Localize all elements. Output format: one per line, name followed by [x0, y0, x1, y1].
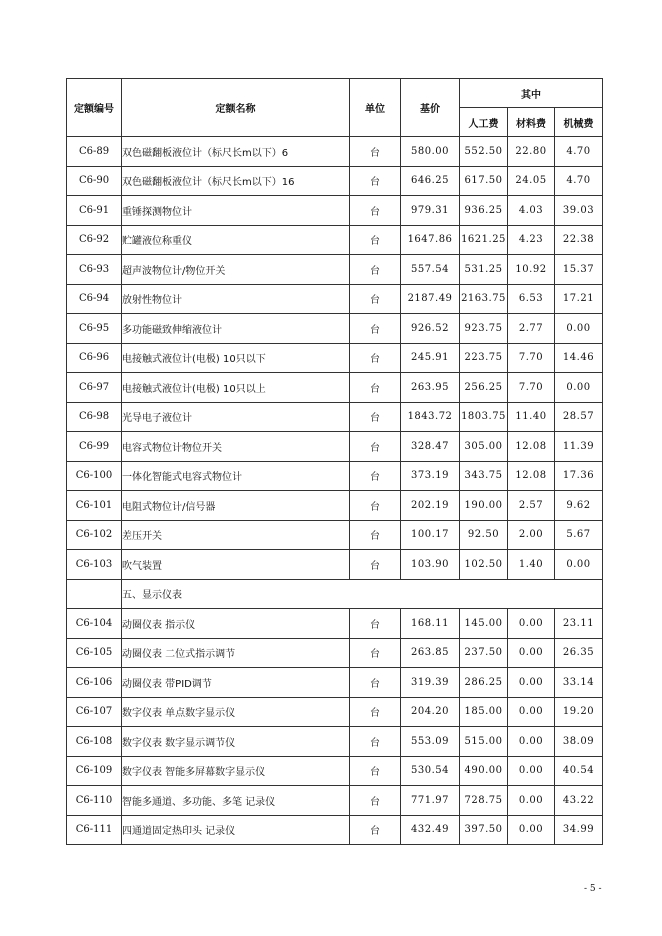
table-row [67, 373, 603, 403]
cell-name: 电阻式物位计/信号器 [122, 491, 350, 521]
cell-code: C6-108 [67, 727, 122, 757]
header-labor: 人工费 [460, 108, 508, 137]
cell-labor: 923.75 [460, 314, 508, 344]
cell-machine: 0.00 [555, 314, 603, 344]
cell-base-price: 263.95 [401, 373, 460, 403]
cell-base-price: 580.00 [401, 137, 460, 167]
cell-material: 10.92 [508, 255, 555, 285]
table-body-level-gauges [67, 137, 603, 580]
cell-name: 双色磁翻板液位计（标尺长m以下）6 [122, 137, 350, 167]
table-row [67, 520, 603, 550]
table-row [67, 550, 603, 580]
table-row [67, 225, 603, 255]
cell-name: 电接触式液位计(电极) 10只以上 [122, 373, 350, 403]
cell-labor: 185.00 [460, 697, 508, 727]
cell-labor: 936.25 [460, 196, 508, 226]
header-base-price: 基价 [401, 79, 460, 137]
cell-unit: 台 [350, 196, 401, 226]
cell-labor: 145.00 [460, 609, 508, 639]
cell-unit: 台 [350, 461, 401, 491]
cell-base-price: 263.85 [401, 638, 460, 668]
cell-machine: 33.14 [555, 668, 603, 698]
cell-name: 多功能磁致伸缩液位计 [122, 314, 350, 344]
cell-material: 0.00 [508, 815, 555, 845]
cell-labor: 515.00 [460, 727, 508, 757]
cell-unit: 台 [350, 314, 401, 344]
cell-code: C6-96 [67, 343, 122, 373]
cell-material: 12.08 [508, 461, 555, 491]
cell-material: 0.00 [508, 697, 555, 727]
cell-labor: 256.25 [460, 373, 508, 403]
cell-base-price: 319.39 [401, 668, 460, 698]
cell-unit: 台 [350, 491, 401, 521]
cell-name: 一体化智能式电容式物位计 [122, 461, 350, 491]
cell-unit: 台 [350, 255, 401, 285]
table-row [67, 756, 603, 786]
cell-base-price: 553.09 [401, 727, 460, 757]
cell-base-price: 2187.49 [401, 284, 460, 314]
cell-code: C6-106 [67, 668, 122, 698]
table-row [67, 638, 603, 668]
cell-machine: 4.70 [555, 137, 603, 167]
cell-material: 7.70 [508, 343, 555, 373]
header-code: 定额编号 [67, 79, 122, 137]
cell-unit: 台 [350, 756, 401, 786]
cell-code: C6-91 [67, 196, 122, 226]
cell-machine: 0.00 [555, 550, 603, 580]
page-number: - 5 - [584, 884, 602, 894]
cell-labor: 237.50 [460, 638, 508, 668]
header-material: 材料费 [508, 108, 555, 137]
table-row [67, 668, 603, 698]
table-body-display-instruments [67, 609, 603, 845]
cell-name: 四通道固定热印头 记录仪 [122, 815, 350, 845]
cell-labor: 286.25 [460, 668, 508, 698]
cell-name: 重锤探测物位计 [122, 196, 350, 226]
cell-base-price: 204.20 [401, 697, 460, 727]
cell-code: C6-95 [67, 314, 122, 344]
cell-name: 动圈仪表 指示仪 [122, 609, 350, 639]
cell-machine: 0.00 [555, 373, 603, 403]
cell-unit: 台 [350, 786, 401, 816]
table-row [67, 727, 603, 757]
cell-name: 数字仪表 单点数字显示仪 [122, 697, 350, 727]
cell-name: 双色磁翻板液位计（标尺长m以下）16 [122, 166, 350, 196]
cell-unit: 台 [350, 815, 401, 845]
cell-name: 动圈仪表 带PID调节 [122, 668, 350, 698]
cell-material: 22.80 [508, 137, 555, 167]
cell-labor: 305.00 [460, 432, 508, 462]
cell-material: 24.05 [508, 166, 555, 196]
cell-machine: 5.67 [555, 520, 603, 550]
cell-code: C6-110 [67, 786, 122, 816]
cell-machine: 38.09 [555, 727, 603, 757]
cell-code: C6-107 [67, 697, 122, 727]
cell-code: C6-109 [67, 756, 122, 786]
cell-labor: 1621.25 [460, 225, 508, 255]
cell-labor: 490.00 [460, 756, 508, 786]
cell-base-price: 646.25 [401, 166, 460, 196]
cell-name: 贮罐液位称重仪 [122, 225, 350, 255]
cell-base-price: 245.91 [401, 343, 460, 373]
cell-material: 4.03 [508, 196, 555, 226]
cell-name: 数字仪表 数字显示调节仪 [122, 727, 350, 757]
cell-unit: 台 [350, 638, 401, 668]
cell-material: 4.23 [508, 225, 555, 255]
cell-labor: 531.25 [460, 255, 508, 285]
cell-material: 7.70 [508, 373, 555, 403]
cell-machine: 15.37 [555, 255, 603, 285]
cell-unit: 台 [350, 609, 401, 639]
cell-labor: 223.75 [460, 343, 508, 373]
cell-code: C6-92 [67, 225, 122, 255]
table-row [67, 166, 603, 196]
cell-base-price: 530.54 [401, 756, 460, 786]
cell-material: 0.00 [508, 609, 555, 639]
cell-name: 超声波物位计/物位开关 [122, 255, 350, 285]
cell-labor: 92.50 [460, 520, 508, 550]
table-row [67, 815, 603, 845]
table-row [67, 284, 603, 314]
cell-base-price: 103.90 [401, 550, 460, 580]
cell-labor: 190.00 [460, 491, 508, 521]
cell-name: 智能多通道、多功能、多笔 记录仪 [122, 786, 350, 816]
cell-labor: 617.50 [460, 166, 508, 196]
table-row [67, 402, 603, 432]
cell-machine: 26.35 [555, 638, 603, 668]
cell-code: C6-98 [67, 402, 122, 432]
cell-labor: 102.50 [460, 550, 508, 580]
cell-labor: 552.50 [460, 137, 508, 167]
header-among: 其中 [460, 79, 603, 108]
cell-machine: 19.20 [555, 697, 603, 727]
cell-base-price: 328.47 [401, 432, 460, 462]
table-row [67, 491, 603, 521]
cell-material: 2.57 [508, 491, 555, 521]
header-machine: 机械费 [555, 108, 603, 137]
cell-name: 数字仪表 智能多屏幕数字显示仪 [122, 756, 350, 786]
cell-code: C6-90 [67, 166, 122, 196]
cell-unit: 台 [350, 550, 401, 580]
cell-material: 2.00 [508, 520, 555, 550]
cell-name: 电接触式液位计(电极) 10只以下 [122, 343, 350, 373]
cell-name: 吹气装置 [122, 550, 350, 580]
cell-base-price: 100.17 [401, 520, 460, 550]
cell-machine: 34.99 [555, 815, 603, 845]
section-spacer [67, 579, 122, 609]
cell-machine: 9.62 [555, 491, 603, 521]
cell-unit: 台 [350, 284, 401, 314]
quota-table [66, 78, 603, 845]
cell-unit: 台 [350, 225, 401, 255]
cell-material: 12.08 [508, 432, 555, 462]
table-row [67, 461, 603, 491]
cell-base-price: 1843.72 [401, 402, 460, 432]
cell-code: C6-104 [67, 609, 122, 639]
cell-material: 0.00 [508, 638, 555, 668]
cell-base-price: 432.49 [401, 815, 460, 845]
cell-base-price: 202.19 [401, 491, 460, 521]
cell-material: 1.40 [508, 550, 555, 580]
cell-base-price: 1647.86 [401, 225, 460, 255]
cell-machine: 43.22 [555, 786, 603, 816]
cell-unit: 台 [350, 697, 401, 727]
table-row [67, 343, 603, 373]
table-row [67, 137, 603, 167]
cell-base-price: 373.19 [401, 461, 460, 491]
header-name: 定额名称 [122, 79, 350, 137]
table-row [67, 255, 603, 285]
cell-code: C6-99 [67, 432, 122, 462]
cell-labor: 2163.75 [460, 284, 508, 314]
table-section [67, 579, 603, 609]
cell-material: 11.40 [508, 402, 555, 432]
cell-base-price: 926.52 [401, 314, 460, 344]
cell-code: C6-100 [67, 461, 122, 491]
cell-unit: 台 [350, 520, 401, 550]
section-title: 五、显示仪表 [122, 579, 603, 609]
cell-code: C6-97 [67, 373, 122, 403]
cell-name: 差压开关 [122, 520, 350, 550]
cell-unit: 台 [350, 727, 401, 757]
cell-labor: 397.50 [460, 815, 508, 845]
cell-material: 0.00 [508, 727, 555, 757]
cell-code: C6-103 [67, 550, 122, 580]
cell-material: 6.53 [508, 284, 555, 314]
cell-name: 放射性物位计 [122, 284, 350, 314]
cell-machine: 17.21 [555, 284, 603, 314]
cell-code: C6-111 [67, 815, 122, 845]
cell-code: C6-101 [67, 491, 122, 521]
cell-unit: 台 [350, 432, 401, 462]
cell-labor: 343.75 [460, 461, 508, 491]
cell-name: 电容式物位计物位开关 [122, 432, 350, 462]
cell-name: 动圈仪表 二位式指示调节 [122, 638, 350, 668]
cell-machine: 28.57 [555, 402, 603, 432]
table-row [67, 432, 603, 462]
cell-name: 光导电子液位计 [122, 402, 350, 432]
table-row [67, 609, 603, 639]
cell-machine: 39.03 [555, 196, 603, 226]
table-row [67, 697, 603, 727]
cell-unit: 台 [350, 373, 401, 403]
cell-unit: 台 [350, 668, 401, 698]
table-row [67, 314, 603, 344]
cell-unit: 台 [350, 166, 401, 196]
cell-code: C6-93 [67, 255, 122, 285]
cell-machine: 40.54 [555, 756, 603, 786]
table-row [67, 786, 603, 816]
cell-material: 0.00 [508, 668, 555, 698]
cell-unit: 台 [350, 343, 401, 373]
table-row [67, 196, 603, 226]
cell-machine: 23.11 [555, 609, 603, 639]
cell-code: C6-94 [67, 284, 122, 314]
cell-machine: 14.46 [555, 343, 603, 373]
cell-base-price: 168.11 [401, 609, 460, 639]
cell-base-price: 771.97 [401, 786, 460, 816]
cell-labor: 728.75 [460, 786, 508, 816]
cell-unit: 台 [350, 402, 401, 432]
cell-code: C6-89 [67, 137, 122, 167]
cell-material: 2.77 [508, 314, 555, 344]
cell-machine: 17.36 [555, 461, 603, 491]
cell-unit: 台 [350, 137, 401, 167]
cell-labor: 1803.75 [460, 402, 508, 432]
cell-base-price: 979.31 [401, 196, 460, 226]
cell-material: 0.00 [508, 756, 555, 786]
cell-machine: 4.70 [555, 166, 603, 196]
cell-code: C6-102 [67, 520, 122, 550]
cell-machine: 22.38 [555, 225, 603, 255]
cell-material: 0.00 [508, 786, 555, 816]
cell-base-price: 557.54 [401, 255, 460, 285]
cell-code: C6-105 [67, 638, 122, 668]
header-unit: 单位 [350, 79, 401, 137]
cell-machine: 11.39 [555, 432, 603, 462]
